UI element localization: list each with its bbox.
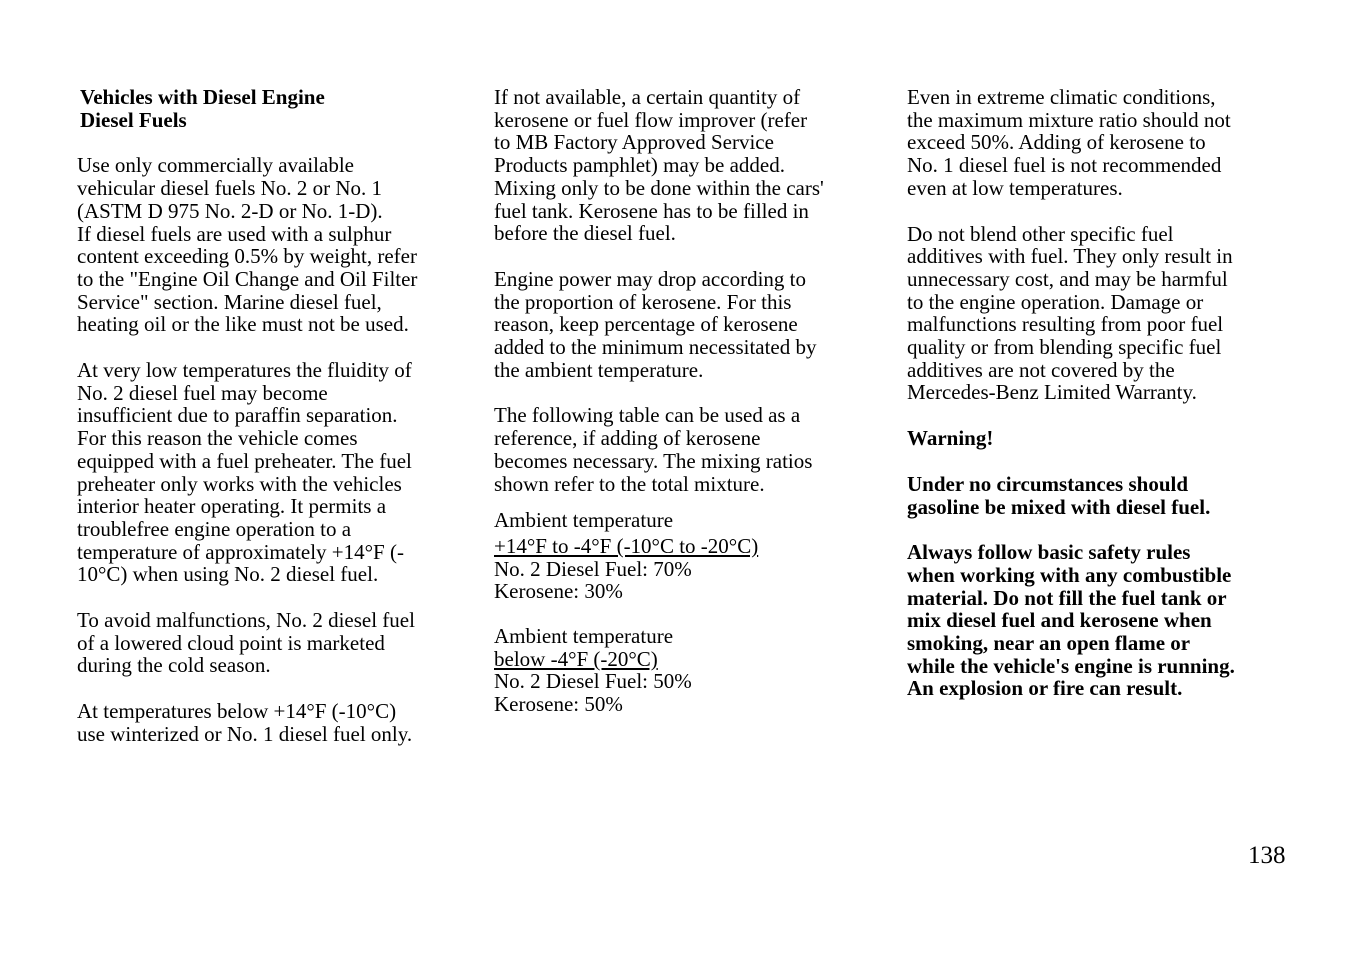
text-line: No. 1 diesel fuel is not recommended: [907, 153, 1222, 178]
warning-safety-rules: [907, 541, 1307, 700]
text-line: If not available, a certain quantity of: [494, 85, 801, 109]
text-line: temperature of approximately +14°F (-: [77, 539, 404, 564]
text-line: to the "Engine Oil Change and Oil Filter: [77, 266, 418, 291]
text-line: added to the minimum necessitated by: [494, 335, 817, 360]
paragraph-cloud-point: [77, 609, 467, 677]
text-line: equipped with a fuel preheater. The fuel: [77, 448, 412, 473]
paragraph-engine-power: [494, 268, 874, 382]
text-line: shown refer to the total mixture.: [494, 471, 765, 496]
text-line: when working with any combustible: [907, 562, 1232, 587]
paragraph-kerosene-addition: [494, 86, 874, 245]
mixing-ratio-block-1: [494, 509, 874, 603]
text-line: At very low temperatures the fluidity of: [77, 358, 412, 383]
text-line: gasoline be mixed with diesel fuel.: [907, 494, 1211, 519]
text-line: malfunctions resulting from poor fuel: [907, 312, 1224, 337]
text-line: Engine power may drop according to: [494, 266, 806, 291]
paragraph-winterized-fuel: [77, 700, 467, 745]
text-line: If diesel fuels are used with a sulphur: [77, 221, 392, 246]
text-line: Even in extreme climatic conditions,: [907, 85, 1216, 109]
text-line: reference, if adding of kerosene: [494, 426, 761, 451]
paragraph-commercial-fuels: [77, 154, 467, 336]
text-line: unnecessary cost, and may be harmful: [907, 266, 1228, 291]
text-line: insufficient due to paraffin separation.: [77, 403, 398, 428]
text-line: Mercedes-Benz Limited Warranty.: [907, 380, 1197, 405]
text-line: smoking, near an open flame or: [907, 631, 1191, 656]
column-2: [494, 86, 874, 738]
diesel-ratio: No. 2 Diesel Fuel: 50%: [494, 669, 692, 694]
text-line: Use only commercially available: [77, 153, 354, 178]
text-line: An explosion or fire can result.: [907, 676, 1183, 701]
text-line: exceed 50%. Adding of kerosene to: [907, 130, 1206, 155]
text-line: Do not blend other specific fuel: [907, 221, 1174, 246]
diesel-ratio: No. 2 Diesel Fuel: 70%: [494, 556, 692, 581]
text-line: the ambient temperature.: [494, 357, 704, 382]
text-line: of a lowered cloud point is marketed: [77, 630, 385, 655]
section-heading: [80, 86, 467, 131]
ambient-temp-label: Ambient temperature: [494, 624, 674, 649]
text-line: becomes necessary. The mixing ratios: [494, 448, 813, 473]
kerosene-ratio: Kerosene: 50%: [494, 692, 623, 717]
text-line: material. Do not fill the fuel tank or: [907, 585, 1227, 610]
text-line: For this reason the vehicle comes: [77, 426, 358, 451]
text-line: Under no circumstances should: [907, 471, 1189, 496]
text-line: No. 2 diesel fuel may become: [77, 380, 328, 405]
text-line: to the engine operation. Damage or: [907, 289, 1204, 314]
paragraph-additives: [907, 223, 1307, 405]
heading-title: Vehicles with Diesel Engine: [80, 85, 325, 109]
warning-title: Warning!: [907, 426, 994, 451]
text-line: To avoid malfunctions, No. 2 diesel fuel: [77, 608, 415, 633]
text-line: The following table can be used as a: [494, 403, 801, 428]
mixing-ratio-block-2: [494, 625, 874, 716]
text-line: content exceeding 0.5% by weight, refer: [77, 244, 417, 269]
text-line: Products pamphlet) may be added.: [494, 153, 786, 178]
text-line: the proportion of kerosene. For this: [494, 289, 792, 314]
text-line: (ASTM D 975 No. 2-D or No. 1-D).: [77, 198, 383, 223]
column-3: [907, 86, 1307, 723]
text-line: Service" section. Marine diesel fuel,: [77, 289, 382, 314]
text-line: troublefree engine operation to a: [77, 516, 352, 541]
text-line: At temperatures below +14°F (-10°C): [77, 699, 397, 724]
text-line: vehicular diesel fuels No. 2 or No. 1: [77, 176, 383, 201]
text-line: Mixing only to be done within the cars': [494, 175, 824, 200]
paragraph-low-temperatures: [77, 359, 467, 586]
text-line: while the vehicle's engine is running.: [907, 653, 1235, 678]
paragraph-table-intro: [494, 404, 874, 495]
text-line: to MB Factory Approved Service: [494, 130, 774, 155]
page-number: 138: [1248, 842, 1286, 869]
text-line: additives with fuel. They only result in: [907, 244, 1233, 269]
heading-subtitle: Diesel Fuels: [80, 107, 187, 132]
text-line: before the diesel fuel.: [494, 221, 676, 246]
text-line: additives are not covered by the: [907, 357, 1175, 382]
text-line: during the cold season.: [77, 653, 271, 678]
text-line: mix diesel fuel and kerosene when: [907, 608, 1212, 633]
text-line: kerosene or fuel flow improver (refer: [494, 107, 808, 132]
ambient-temp-label: Ambient temperature: [494, 508, 674, 533]
text-line: the maximum mixture ratio should not: [907, 107, 1231, 132]
warning-gasoline: [907, 473, 1307, 518]
text-line: reason, keep percentage of kerosene: [494, 312, 798, 337]
text-line: heating oil or the like must not be used.: [77, 312, 409, 337]
kerosene-ratio: Kerosene: 30%: [494, 579, 623, 604]
text-line: interior heater operating. It permits a: [77, 494, 387, 519]
text-line: use winterized or No. 1 diesel fuel only.: [77, 721, 413, 746]
text-line: even at low temperatures.: [907, 175, 1123, 200]
temperature-range: below -4°F (-20°C): [494, 646, 658, 671]
column-1: [77, 86, 467, 769]
text-line: fuel tank. Kerosene has to be filled in: [494, 198, 809, 223]
text-line: 10°C) when using No. 2 diesel fuel.: [77, 562, 379, 587]
temperature-range: +14°F to -4°F (-10°C to -20°C): [494, 533, 759, 558]
paragraph-max-mixture: [907, 86, 1307, 200]
text-line: quality or from blending specific fuel: [907, 335, 1222, 360]
text-line: Always follow basic safety rules: [907, 540, 1191, 565]
text-line: preheater only works with the vehicles: [77, 471, 402, 496]
